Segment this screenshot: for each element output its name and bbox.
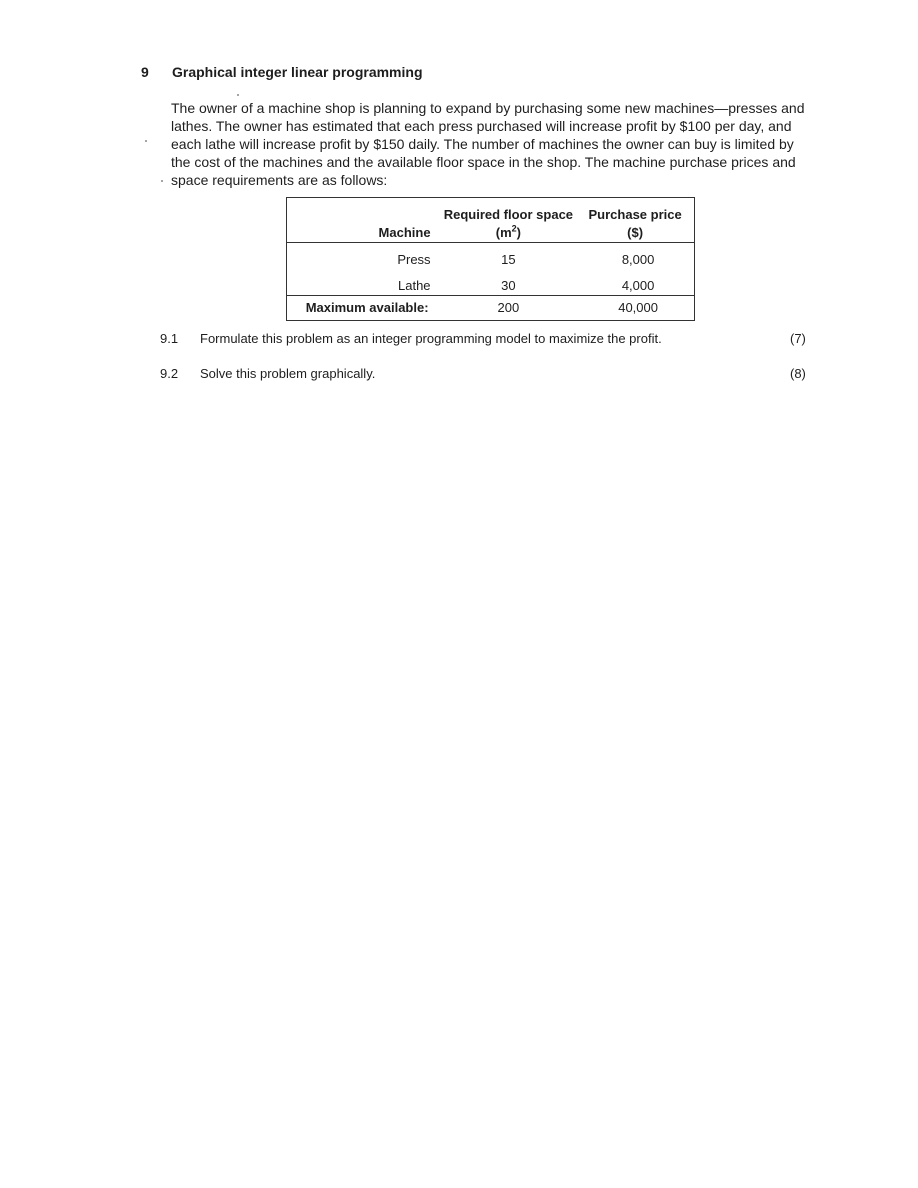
subquestion-number: 9.2 [160, 366, 179, 381]
header-floor-space-line2: $(m^2)$ [495, 223, 521, 240]
maximum-available-label: Maximum available: [287, 296, 441, 321]
table-row [287, 243, 695, 270]
cell-machine: Press [397, 252, 431, 267]
cell-machine: Lathe [398, 278, 431, 293]
question-title: Graphical integer linear programming [172, 64, 423, 80]
header-purchase-price-line1: Purchase price [588, 207, 682, 222]
question-number: 9 [141, 64, 149, 80]
table-footer-row [287, 296, 695, 321]
subquestion-marks: (8) [790, 366, 806, 381]
cell-purchase-price: 4,000 [621, 278, 655, 293]
maximum-floor-space: 200 [441, 296, 577, 321]
subquestion-marks: (7) [790, 331, 806, 346]
cell-floor-space: 30 [501, 278, 516, 293]
header-floor-space-line1: Required floor space [443, 207, 574, 222]
subquestion-text: Formulate this problem as an integer programming model to maximize the profit. [200, 331, 662, 346]
question-intro: The owner of a machine shop is planning to expand by purchasing some new machines—presses and lathes. The owner has estimated that each press purchased will increase profit by $100 per day, and each lathe will increase profit by $150 daily. The number of machines the owner can buy is limited by the cost of the machines and the available floor space in the shop. The machine purchase prices and space requirements are as follows: [171, 100, 805, 188]
header-machine: Machine [287, 198, 441, 243]
cell-floor-space: 15 [501, 252, 516, 267]
subquestion-number: 9.1 [160, 331, 179, 346]
header-purchase-price [576, 198, 694, 243]
cell-purchase-price: 8,000 [621, 252, 655, 267]
maximum-purchase-price: 40,000 [576, 296, 694, 321]
header-floor-space [441, 198, 577, 243]
table-row [287, 269, 695, 296]
table-header-row [287, 198, 695, 243]
header-purchase-price-line2: ($) [627, 225, 644, 240]
machine-requirements-table [286, 197, 695, 321]
subquestion-text: Solve this problem graphically. [200, 366, 376, 381]
